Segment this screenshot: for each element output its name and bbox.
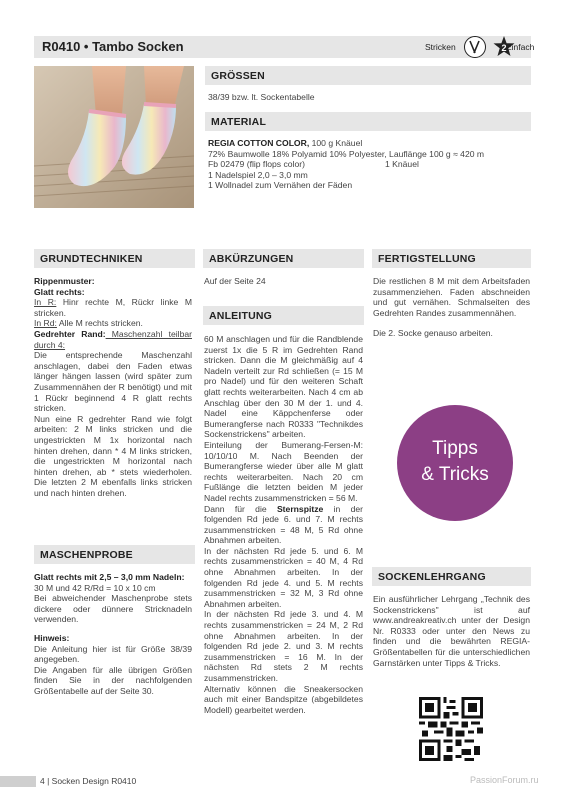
anleitung-p4: In der nächsten Rd jede 5. und 6. M rechts zusammenstricken = 40 M, 4 Rd ohne Abnahmen arbeiten. In der folgenden Rd jede 4. und 5. M rechts zusammenstricken = 32 M, 3 Rd ohne Abnahmen arbeiten. (204, 545, 363, 609)
anleitung-p2: Einteilung der Bumerang-Fersen-M: 10/10/10 M. Nach Beenden der Bumerangferse wieder über alle M glatt rechts weiterarbeiten. Nach 20 cm Fußlänge die letzten beiden M jeder Nadel rechts zusammenstricken = 56 M. (204, 439, 363, 503)
abkuerzungen-text (204, 276, 362, 287)
yarn-quantity: 1 Knäuel (384, 159, 419, 170)
difficulty-number: 2 (501, 43, 507, 53)
maschenprobe-bold: Glatt rechts mit 2,5 – 3,0 mm Nadeln: (34, 572, 185, 582)
groessen-value: 38/39 bzw. lt. Sockentabelle (208, 92, 315, 102)
qr-code[interactable] (419, 697, 483, 761)
fertigstellung-p2: Die 2. Socke genauso arbeiten. (373, 328, 493, 339)
yarn-name: REGIA COTTON COLOR, (208, 138, 310, 148)
yarn-composition: 72% Baumwolle 18% Polyamid 10% Polyester, Lauflänge 100 g ≈ 420 m (208, 148, 485, 159)
needles-info: 1 Nadelspiel 2,0 – 3,0 mm (208, 169, 308, 180)
maschenprobe-p2: Bei abweichender Maschenprobe stets dickere oder dünnere Stricknadeln verwenden. (34, 593, 192, 625)
fertigstellung-text (373, 276, 530, 339)
anleitung-text (204, 334, 363, 715)
inrd-label: In Rd: (34, 318, 57, 329)
material-heading: MATERIAL (205, 112, 531, 131)
product-photo (34, 66, 194, 208)
inr-text: Hinr rechte M, Rückr linke M stricken. (34, 297, 192, 318)
pattern-title: R0410 • Tambo Socken (42, 39, 184, 54)
hinweis-label: Hinweis: (34, 632, 70, 643)
groessen-text (208, 92, 528, 103)
maschenprobe-heading: MASCHENPROBE (34, 545, 195, 564)
page-footer: 4 | Socken Design R0410 (40, 776, 137, 786)
maschenprobe-text (34, 572, 192, 697)
grundtechniken-text (34, 276, 192, 498)
grundtechniken-p2: Nun eine R gedrehter Rand wie folgt arbeiten: 2 M links stricken und die ungestrickten M 1x horizontal nach hinten drehen, dann * 4 M links stricken, die ungestrickten M horizontal nach hinten drehen, ab * stets wiederholen. Die letzten 2 M ebenfalls links stricken und nach hinten drehen. (34, 413, 192, 498)
maschenprobe-p4: Die Angaben für alle übrigen Größen finden Sie in der nachfolgenden Größentabelle auf der Seite 30. (34, 664, 192, 696)
grundtechniken-heading: GRUNDTECHNIKEN (34, 249, 195, 268)
anleitung-p1: 60 M anschlagen und für die Randblende zuerst 1x die 5 R im Gedrehten Rand stricken. Dann die M gleichmäßig auf 4 Nadeln verteilt zur Rd schließen (= 15 M pro Nadel) und für den weiteren Schaft glatt rechts weiterarbeiten. Nach 4 cm ab Anschlag über den 30 M der 1. und 4. Nadel eine Käppchenferse oder Bumerangferse nach R0333 "Technikdes Sockenstrickens" arbeiten. (204, 334, 363, 440)
tipps-line1: Tipps (432, 438, 478, 459)
anleitung-p6: Alternativ können die Sneakersocken auch mit einer Bandspitze (abgebildetes Modell) gearbeitet werden. (204, 683, 363, 715)
level-label-easy: Einfach (506, 42, 535, 52)
tipps-line2: & Tricks (421, 464, 489, 485)
maschenprobe-p3: Die Anleitung hier ist für Größe 38/39 angegeben. (34, 643, 192, 665)
anleitung-p5: In der nächsten Rd jede 3. und 4. M rechts zusammenstricken = 24 M, 2 Rd ohne Abnahmen arbeiten. In der folgenden Rd jede 2. und 3. M rechts zusammenstricken = 16 M. In der nächsten Rd stets 2 M rechts zusammenstricken. (204, 609, 363, 683)
yarn-amount: 100 g Knäuel (309, 138, 363, 148)
gedreht-underline: Maschenzahl teilbar durch 4: (34, 328, 192, 350)
anleitung-heading: ANLEITUNG (203, 306, 364, 325)
wool-needle-info: 1 Wollnadel zum Vernähen der Fäden (208, 180, 353, 191)
groessen-heading: GRÖSSEN (205, 66, 531, 85)
inr-label: In R: (34, 297, 57, 308)
sockenlehrgang-text (373, 594, 530, 668)
maschenprobe-p1: 30 M und 42 R/Rd = 10 x 10 cm (34, 582, 156, 593)
header-bar (34, 36, 535, 58)
anleitung-p3-post: in der folgenden Rd jede 6. und 7. M rechts zusammenstricken = 48 M, 5 Rd ohne Abnahmen arbeiten. (204, 503, 363, 546)
sockenlehrgang-value: Ein ausführlicher Lehrgang „Technik des Sockenstrickens" ist auf www.andreakreativ.ch unter der Design Nr. R0333 oder unter den News zu finden und die bewährten REGIA-Größentabellen für die unterschiedlichen Garnstärken unter Tipps & Tricks. (373, 594, 530, 668)
level-label-knitting: Stricken (425, 42, 456, 52)
knitting-needles-icon (464, 36, 486, 58)
abkuerzungen-heading: ABKÜRZUNGEN (203, 249, 364, 268)
gedreht-label: Gedrehter Rand: (34, 328, 106, 339)
glatt-label: Glatt rechts: (34, 286, 85, 297)
tipps-tricks-badge (397, 405, 513, 521)
anleitung-p3-pre: Dann für die (204, 503, 277, 514)
abkuerzungen-value: Auf der Seite 24 (204, 276, 266, 286)
grundtechniken-p1: Die entsprechende Maschenzahl anschlagen, dabei den Faden etwas länger hängen lassen (wird später zum Zusammennähen der R benötigt) und mit 1 Rückr beginnend 4 R glatt rechts stricken. (34, 350, 192, 414)
sockenlehrgang-heading: SOCKENLEHRGANG (372, 567, 531, 586)
fertigstellung-p1: Die restlichen 8 M mit dem Arbeitsfaden zusammenziehen. Faden abschneiden und gut vernähen. Schmalseiten des Gedrehten Randes zusammennähen. (373, 276, 530, 318)
material-text (208, 138, 528, 191)
yarn-color: Fb 02479 (flip flops color) (208, 159, 305, 170)
fertigstellung-heading: FERTIGSTELLUNG (372, 249, 531, 268)
footer-bar (0, 776, 36, 787)
inrd-text: Alle M rechts stricken. (56, 318, 143, 329)
watermark: PassionForum.ru (470, 775, 539, 785)
anleitung-p3-bold: Sternspitze (276, 503, 324, 514)
rippen-label: Rippenmuster: (34, 276, 95, 286)
